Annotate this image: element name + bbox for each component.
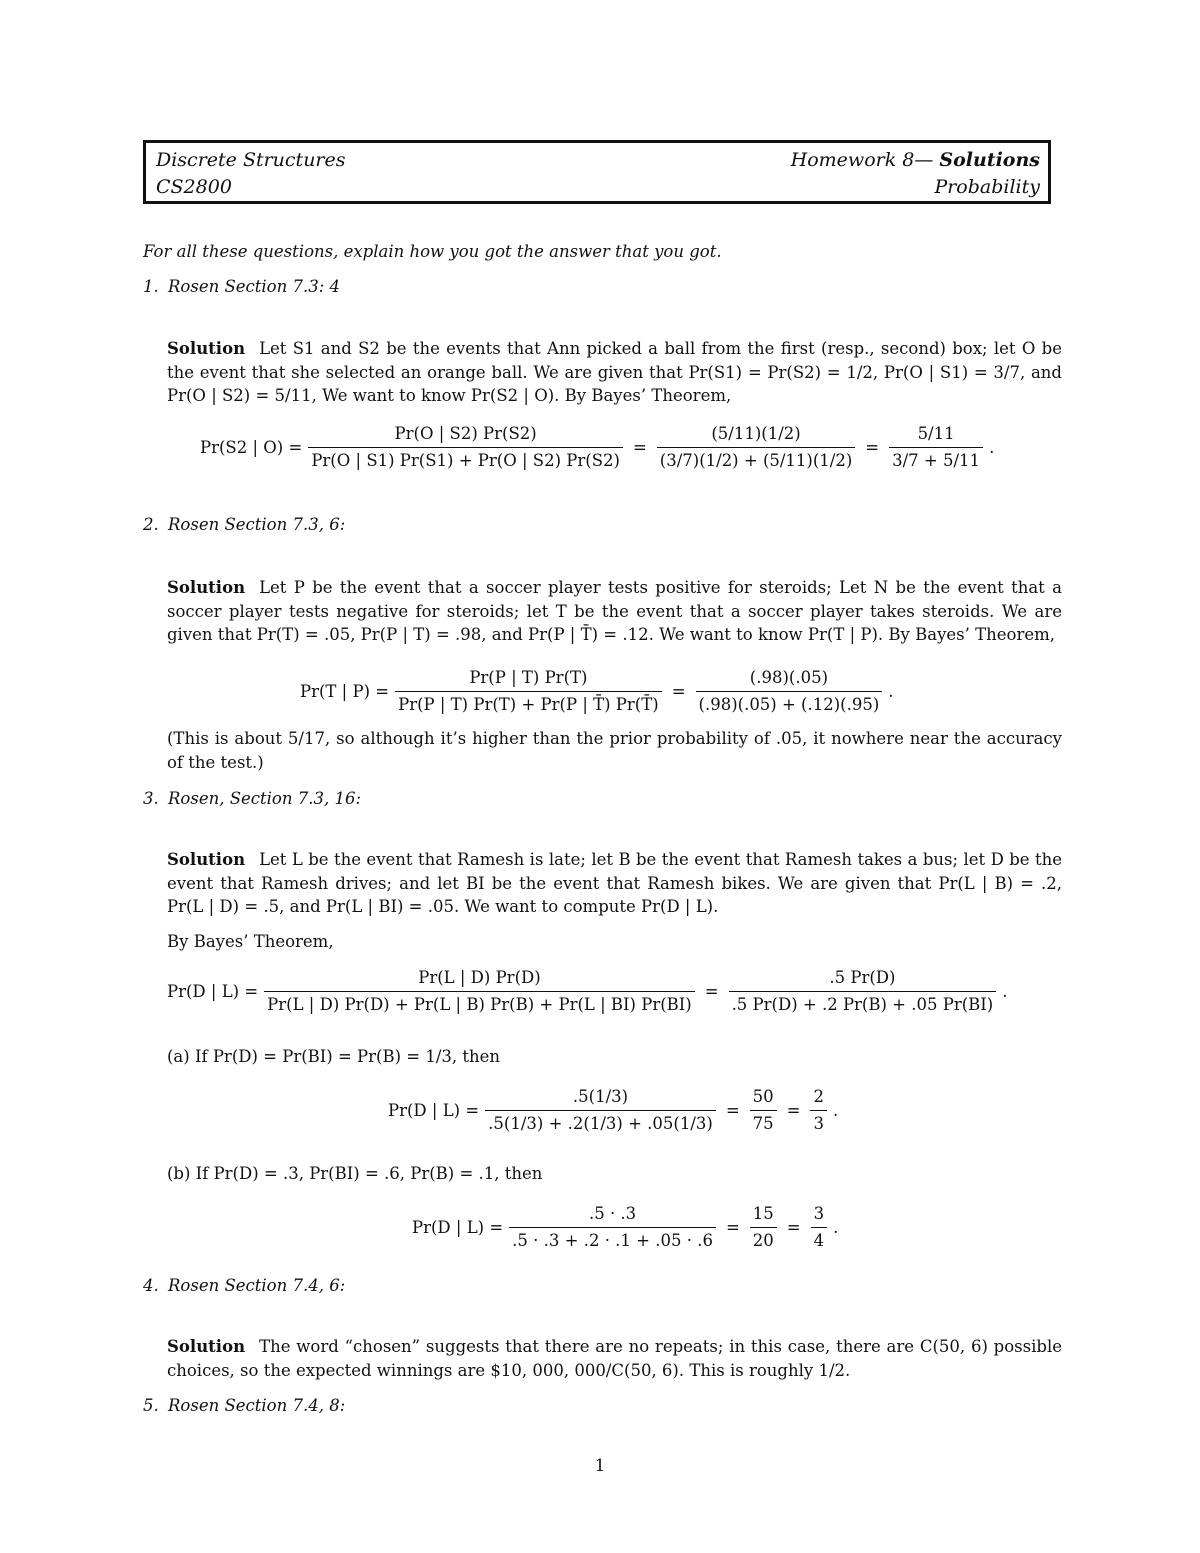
question-5-heading: 5. Rosen Section 7.4, 8: xyxy=(143,1396,346,1415)
homework-title: Homework 8— Solutions xyxy=(790,149,1040,171)
course-code: CS2800 xyxy=(156,176,232,198)
part-b-equation: Pr(D | L) = $\frac{.5 \cdot .3}{.5 \cdot .3 + .2 \cdot .1 + .05 \cdot .6}$ = $\frac{15}{20}$ = $\frac{3}{4}$ . xyxy=(412,1204,839,1250)
question-1-solution: Solution Let S1 and S2 be the events that Ann picked a ball from the first (resp., second) box; let O be the event that she selected an orange ball. We are given that Pr(S1) = Pr(S2) = 1/2, Pr(O | S1) = 3/7, and Pr(O | S2) = 5/11, We want to know Pr(S2 | O). By Bayes’ Theorem, xyxy=(167,339,1062,405)
header-row-1 xyxy=(156,149,1040,177)
question-3-solution: Solution Let L be the event that Ramesh is late; let B be the event that Ramesh takes a bus; let D be the event that Ramesh drives; and let BI be the event that Ramesh bikes. We are given that Pr(L | B) = .2, Pr(L | D) = .5, and Pr(L | BI) = .05. We want to compute Pr(D | L). xyxy=(167,850,1062,916)
solution-label: Solution xyxy=(167,850,246,869)
solutions-label: Solutions xyxy=(939,149,1040,171)
question-2-note: (This is about 5/17, so although it’s higher than the prior probability of .05, it nowhere near the accuracy of the test.) xyxy=(167,729,1062,772)
question-1-heading: 1. Rosen Section 7.3: 4 xyxy=(143,277,341,296)
bayes-intro: By Bayes’ Theorem, xyxy=(167,932,334,951)
solution-label: Solution xyxy=(167,339,246,358)
question-2-solution: Solution Let P be the event that a soccer player tests positive for steroids; Let N be the event that a soccer player tests negative for steroids; let T be the event that a soccer player takes steroids. We are given that Pr(T) = .05, Pr(P | T) = .98, and Pr(P | T̄) = .12. We want to know Pr(T | P). By Bayes’ Theorem, xyxy=(167,578,1062,644)
question-2-heading: 2. Rosen Section 7.3, 6: xyxy=(143,515,346,534)
intro-text: For all these questions, explain how you got the answer that you got. xyxy=(143,242,722,261)
course-name: Discrete Structures xyxy=(156,149,346,171)
question-1-equation: Pr(S2 | O) = $\frac{Pr(O | S2) Pr(S2)}{Pr(O | S1) Pr(S1) + Pr(O | S2) Pr(S2)}$ = $\frac{(5/11)(1/2)}{(3/7)(1/2) + (5/11)(1/2)}$ = $\frac{5/11}{3/7 + 5/11}$ . xyxy=(200,424,995,470)
header-box xyxy=(143,140,1051,204)
question-3-heading: 3. Rosen, Section 7.3, 16: xyxy=(143,789,362,808)
part-b-text: (b) If Pr(D) = .3, Pr(BI) = .6, Pr(B) = .1, then xyxy=(167,1164,543,1183)
part-a-text: (a) If Pr(D) = Pr(BI) = Pr(B) = 1/3, then xyxy=(167,1047,501,1066)
question-3-equation: Pr(D | L) = $\frac{Pr(L | D) Pr(D)}{Pr(L | D) Pr(D) + Pr(L | B) Pr(B) + Pr(L | BI) Pr(BI)}$ = $\frac{.5 Pr(D)}{.5 Pr(D) + .2 Pr(B) + .05 Pr(BI)}$ . xyxy=(167,968,1008,1014)
question-2-equation: Pr(T | P) = $\frac{Pr(P | T) Pr(T)}{Pr(P | T) Pr(T) + Pr(P | T̄) Pr(T̄)}$ = $\frac{(.98)(.05)}{(.98)(.05) + (.12)(.95)}$ . xyxy=(300,668,894,714)
page-number: 1 xyxy=(594,1456,606,1475)
question-4-solution: Solution The word “chosen” suggests that there are no repeats; in this case, there are C(50, 6) possible choices, so the expected winnings are $10, 000, 000/C(50, 6). This is roughly 1/2. xyxy=(167,1337,1062,1380)
part-a-equation: Pr(D | L) = $\frac{.5(1/3)}{.5(1/3) + .2(1/3) + .05(1/3)}$ = $\frac{50}{75}$ = $\frac{2}{3}$ . xyxy=(388,1087,839,1133)
solution-label: Solution xyxy=(167,1337,246,1356)
header-row-2 xyxy=(156,176,1040,204)
topic: Probability xyxy=(934,176,1040,198)
solution-label: Solution xyxy=(167,578,246,597)
question-4-heading: 4. Rosen Section 7.4, 6: xyxy=(143,1276,346,1295)
